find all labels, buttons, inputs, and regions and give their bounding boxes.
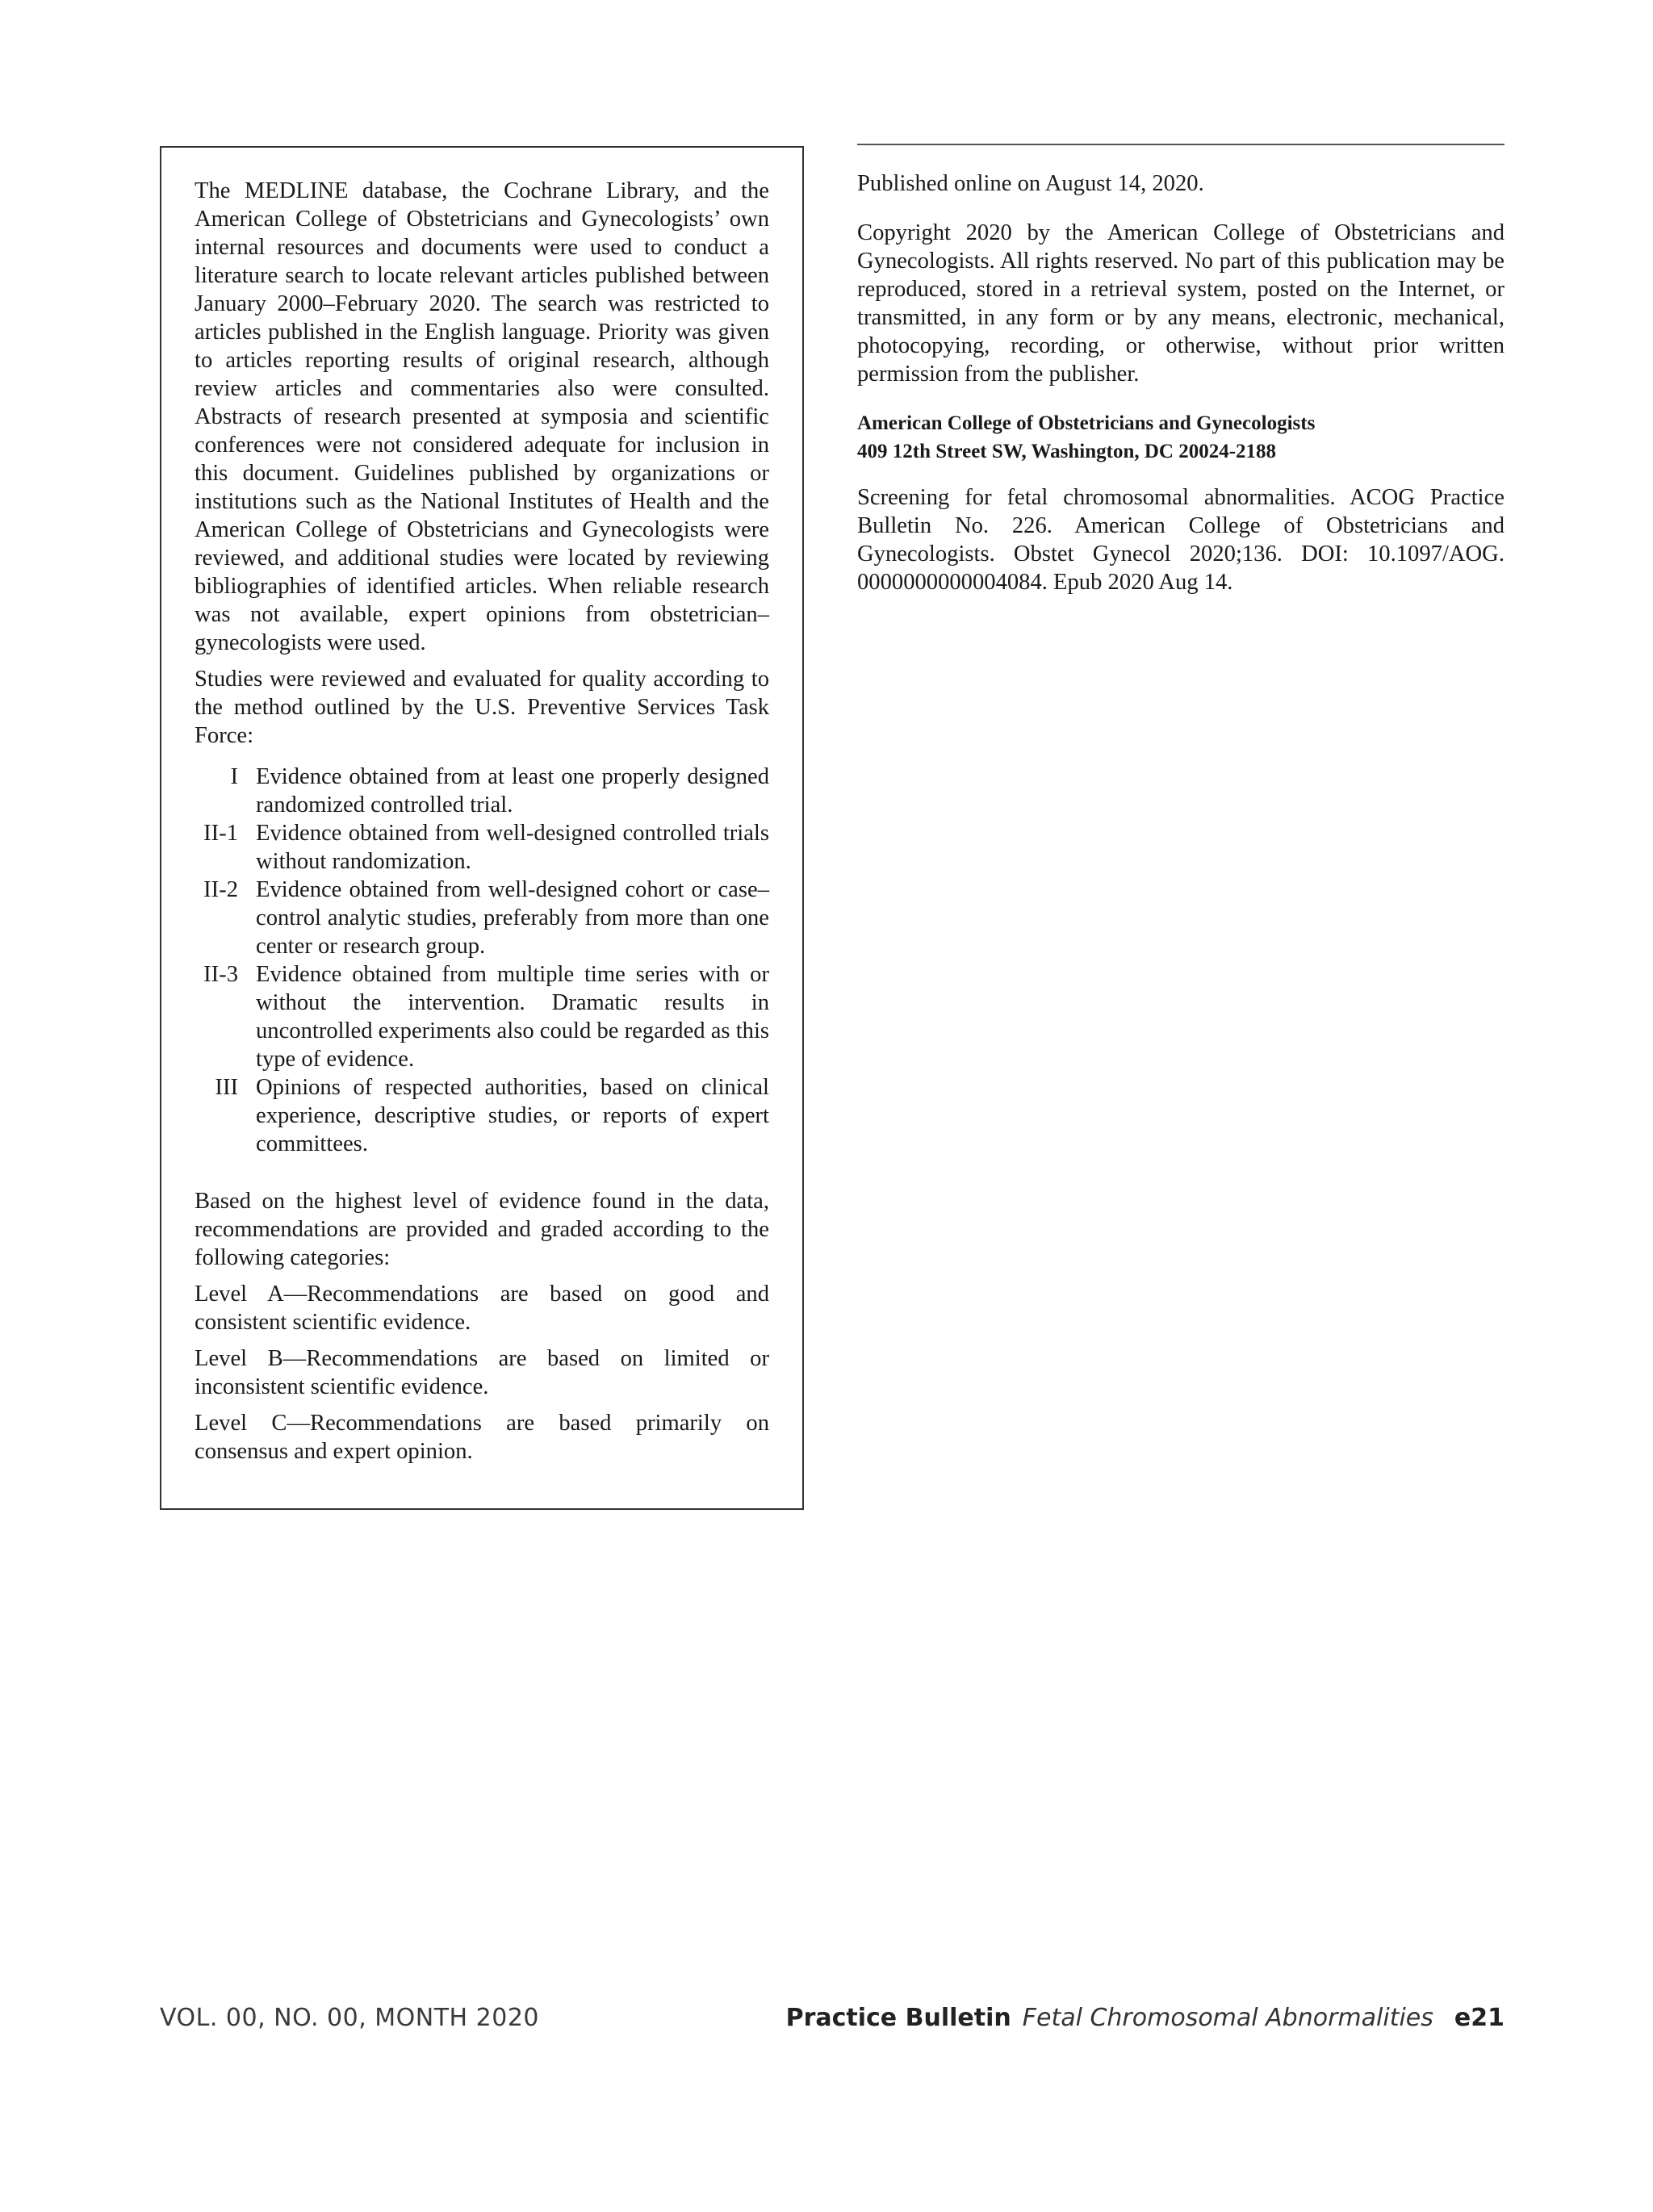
evidence-description: Evidence obtained from well-designed cohort or case–control analytic studies, preferably from more than one center or research group.	[256, 877, 769, 959]
evidence-code: II-2	[203, 877, 238, 902]
footer-title: Fetal Chromosomal Abnormalities	[1022, 2004, 1433, 2032]
publisher-address: 409 12th Street SW, Washington, DC 20024-2188	[857, 441, 1277, 462]
evidence-code: III	[215, 1075, 238, 1100]
publisher-name: American College of Obstetricians and Gynecologists	[857, 412, 1316, 434]
recommendation-level-a: Level A—Recommendations are based on good and consistent scientific evidence.	[195, 1282, 769, 1335]
evidence-level-item	[195, 1073, 769, 1158]
evidence-description: Evidence obtained from at least one properly designed randomized controlled trial.	[256, 764, 769, 817]
copyright-notice: Copyright 2020 by the American College of Obstetricians and Gynecologists. All rights reserved. No part of this publication may be reproduced, stored in a retrieval system, posted on the Internet, or transmitted, in any form or by any means, electronic, mechanical, photocopying, recording, or otherwise, without prior written permission from the publisher.	[857, 220, 1504, 387]
methods-box	[160, 146, 804, 1510]
page-number: e21	[1454, 2004, 1504, 2032]
evidence-level-item	[195, 819, 769, 876]
methods-paragraph-search: The MEDLINE database, the Cochrane Library, and the American College of Obstetricians and Gynecologists’ own internal resources and documents were used to conduct a literature search to locate relevant articles published between January 2000–February 2020. The search was restricted to articles published in the English language. Priority was given to articles reporting results of original research, although review articles and commentaries also were consulted. Abstracts of research presented at symposia and scientific conferences were not considered adequate for inclusion in this document. Guidelines published by organizations or institutions such as the National Institutes of Health and the American College of Obstetricians and Gynecologists were reviewed, and additional studies were located by reviewing bibliographies of identified articles. When reliable research was not available, expert opinions from obstetrician–gynecologists were used.	[195, 178, 769, 655]
evidence-description: Evidence obtained from multiple time series with or without the intervention. Dramatic results in uncontrolled experiments also could be regarded as this type of evidence.	[256, 962, 770, 1072]
column-divider-rule	[857, 144, 1504, 145]
evidence-level-item	[195, 960, 769, 1073]
evidence-code: II-1	[203, 821, 238, 846]
methods-paragraph-evaluation: Studies were reviewed and evaluated for quality according to the method outlined by the U.S. Preventive Services Task Force:	[195, 667, 769, 748]
evidence-code: I	[230, 764, 238, 789]
citation-text: Screening for fetal chromosomal abnormalities. ACOG Practice Bulletin No. 226. American College of Obstetricians and Gynecologists. Obstet Gynecol 2020;136. DOI: 10.1097/AOG. 0000000000004084. Epub 2020 Aug 14.	[857, 485, 1504, 595]
publication-info-column	[857, 144, 1504, 617]
footer-running-title	[786, 2004, 1504, 2032]
evidence-description: Evidence obtained from well-designed controlled trials without randomization.	[256, 821, 769, 874]
published-online-date: Published online on August 14, 2020.	[857, 171, 1204, 196]
publisher-address-block	[857, 409, 1504, 466]
recommendation-level-c: Level C—Recommendations are based primarily on consensus and expert opinion.	[195, 1411, 769, 1464]
evidence-description: Opinions of respected authorities, based on clinical experience, descriptive studies, or reports of expert committees.	[256, 1075, 769, 1156]
evidence-level-item	[195, 876, 769, 960]
footer-volume: VOL. 00, NO. 00, MONTH 2020	[160, 2004, 540, 2032]
recommendations-paragraph: Based on the highest level of evidence found in the data, recommendations are provided and graded according to the following categories:	[195, 1189, 769, 1270]
evidence-level-item	[195, 763, 769, 819]
recommendation-level-b: Level B—Recommendations are based on limited or inconsistent scientific evidence.	[195, 1346, 769, 1399]
evidence-code: II-3	[203, 962, 238, 987]
evidence-levels-list	[195, 763, 769, 1158]
footer-series: Practice Bulletin	[785, 2004, 1011, 2032]
